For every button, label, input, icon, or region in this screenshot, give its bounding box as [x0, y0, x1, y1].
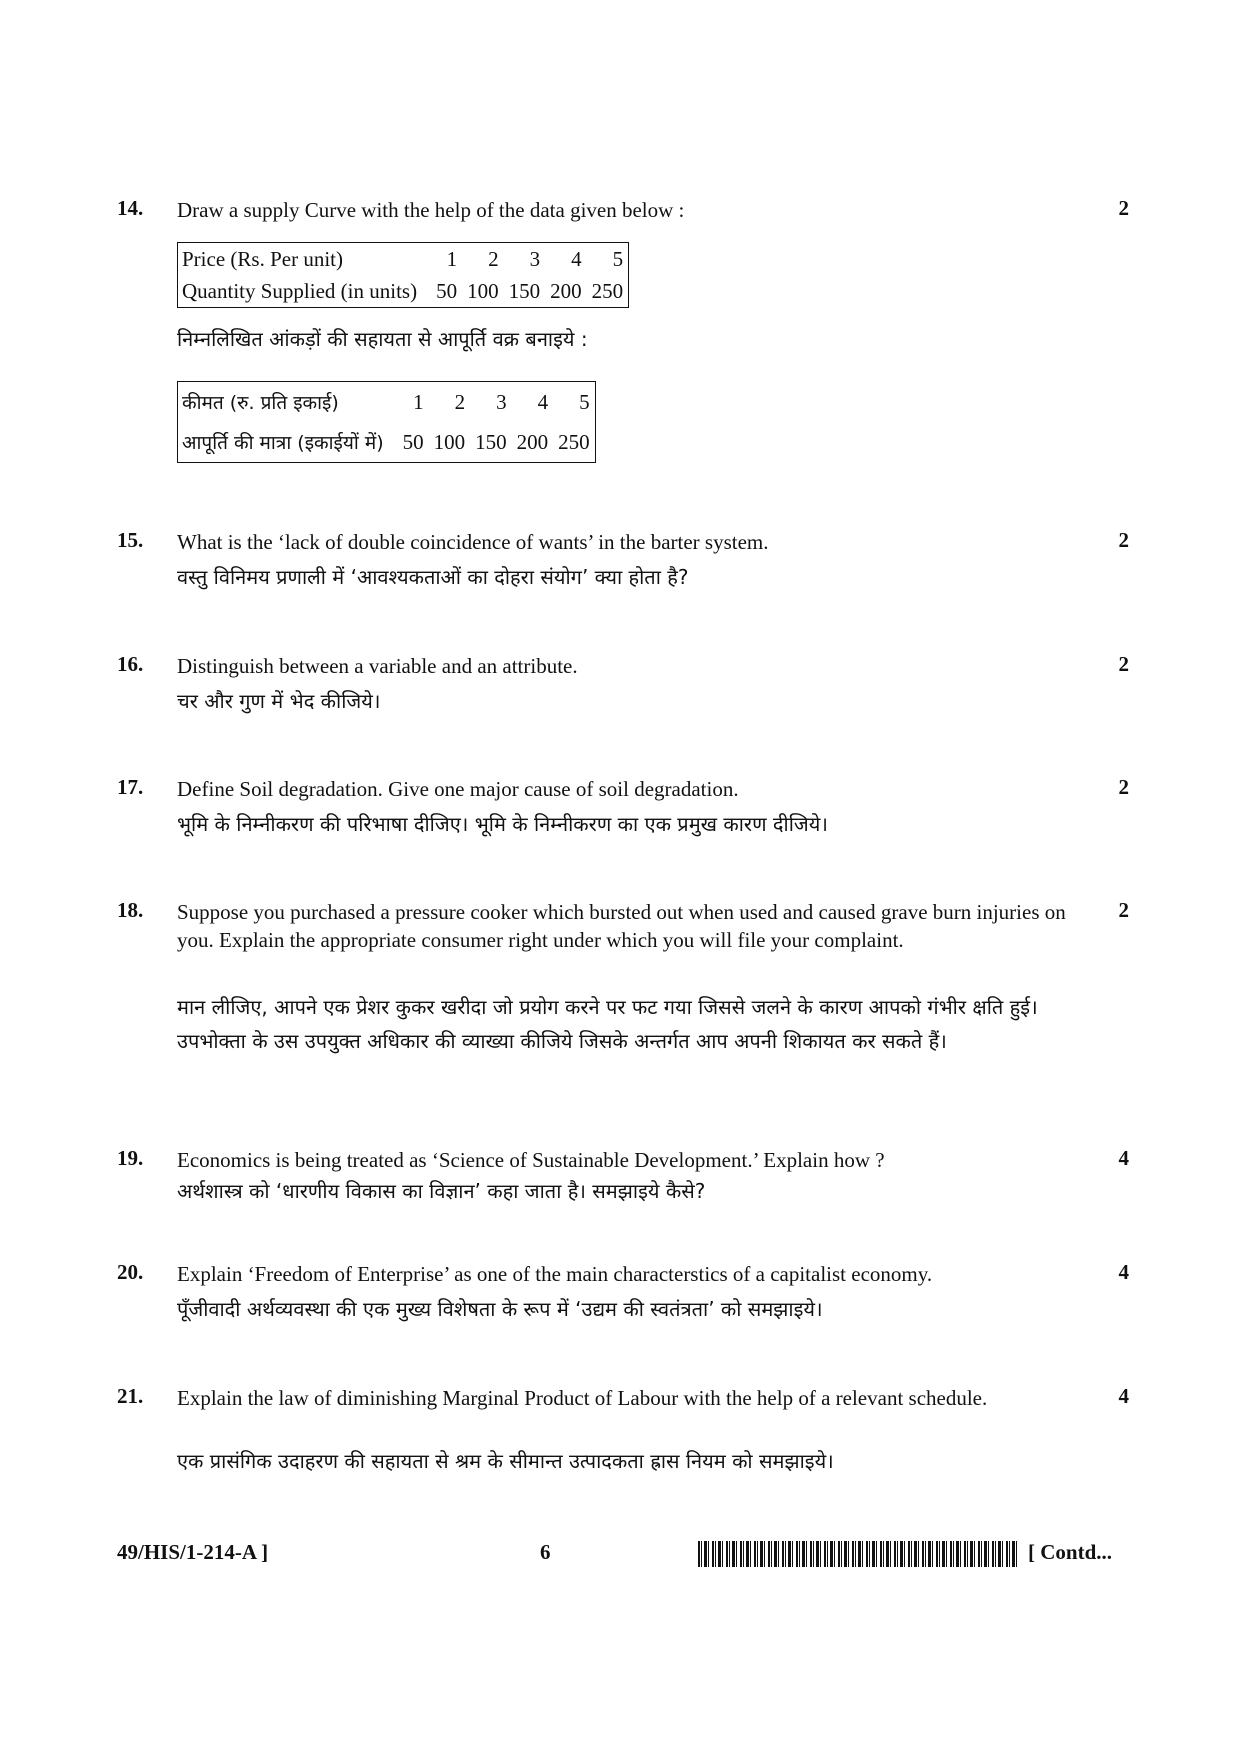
question-21 — [117, 1384, 1129, 1484]
supply-table-en — [177, 242, 629, 308]
question-16 — [117, 652, 1129, 732]
question-marks: 2 — [1118, 528, 1129, 552]
question-14 — [117, 196, 1129, 476]
question-marks: 2 — [1118, 652, 1129, 676]
question-number: 16. — [117, 652, 144, 676]
question-18 — [117, 898, 1129, 1098]
question-marks: 2 — [1118, 898, 1129, 922]
question-text-hi: एक प्रासंगिक उदाहरण की सहायता से श्रम के सीमान्त उत्पादकता ह्रास नियम को समझाइये। — [177, 1449, 834, 1473]
question-number: 17. — [117, 775, 144, 799]
table-cell: 200 — [516, 429, 549, 454]
table-row — [178, 275, 629, 308]
table-cell: 2 — [488, 246, 499, 271]
question-number: 20. — [117, 1260, 144, 1284]
question-text-hi: भूमि के निम्नीकरण की परिभाषा दीजिए। भूमि के निम्नीकरण का एक प्रमुख कारण दीजिये। — [177, 812, 828, 836]
table-cell: 3 — [496, 389, 507, 414]
table-cell: 50 — [402, 429, 424, 454]
question-text-hi: मान लीजिए, आपने एक प्रेशर कुकर खरीदा जो प्रयोग करने पर फट गया जिससे जलने के कारण आपको गंभीर क्षति हुई। उपभोक्ता के उस उपयुक्त अधिकार की व्याख्या कीजिये जिसके अन्तर्गत आप अपनी शिकायत कर सकते हैं। — [177, 995, 1038, 1053]
question-17 — [117, 775, 1129, 855]
question-19 — [117, 1146, 1129, 1226]
table-row — [178, 243, 629, 276]
row-label: कीमत (रु. प्रति इकाई) — [182, 392, 339, 414]
table-row — [178, 422, 596, 463]
table-cell: 5 — [612, 246, 624, 271]
question-number: 15. — [117, 528, 144, 552]
question-text-en: What is the ‘lack of double coincidence of wants’ in the barter system. — [177, 530, 769, 554]
table-cell: 100 — [467, 278, 499, 303]
question-text-en: Economics is being treated as ‘Science of Sustainable Development.’ Explain how ? — [177, 1148, 885, 1172]
table-cell: 150 — [508, 278, 541, 303]
question-number: 21. — [117, 1384, 144, 1408]
question-text-en: Explain the law of diminishing Marginal Product of Labour with the help of a relevant schedule. — [177, 1386, 988, 1410]
question-marks: 4 — [1118, 1260, 1129, 1284]
table-cell: 200 — [550, 278, 582, 303]
question-15 — [117, 528, 1129, 608]
table-cell: 1 — [413, 389, 424, 414]
question-text-en: Suppose you purchased a pressure cooker which bursted out when used and caused grave burn injuries on you. Explain the appropriate consumer right under which you will file your complaint. — [177, 900, 1066, 952]
question-marks: 2 — [1118, 196, 1129, 220]
question-text-hi: चर और गुण में भेद कीजिये। — [177, 689, 381, 713]
contd-label: [ Contd... — [1028, 1540, 1113, 1564]
question-number: 18. — [117, 898, 144, 922]
question-marks: 2 — [1118, 775, 1129, 799]
question-text-en: Explain ‘Freedom of Enterprise’ as one of the main characterstics of a capitalist economy. — [177, 1262, 933, 1286]
table-cell: 2 — [454, 389, 466, 414]
question-number: 14. — [117, 196, 144, 220]
question-marks: 4 — [1118, 1384, 1129, 1408]
table-cell: 250 — [591, 278, 624, 303]
question-text-en: Distinguish between a variable and an attribute. — [177, 654, 578, 678]
paper-code: 49/HIS/1-214-A ] — [117, 1540, 269, 1564]
question-number: 19. — [117, 1146, 144, 1170]
question-20 — [117, 1260, 1129, 1340]
question-text-en: Define Soil degradation. Give one major cause of soil degradation. — [177, 777, 739, 801]
question-text-hi: निम्नलिखित आंकड़ों की सहायता से आपूर्ति वक्र बनाइये : — [177, 327, 588, 351]
row-label: Quantity Supplied (in units) — [182, 278, 418, 303]
question-marks: 4 — [1118, 1146, 1129, 1170]
table-cell: 150 — [475, 429, 507, 454]
table-cell: 3 — [529, 246, 541, 271]
row-label: आपूर्ति की मात्रा (इकाईयों में) — [182, 432, 384, 454]
question-text-hi: अर्थशास्त्र को ‘धारणीय विकास का विज्ञान’ कहा जाता है। समझाइये कैसे? — [177, 1179, 706, 1203]
question-text-en: Draw a supply Curve with the help of the data given below : — [177, 198, 685, 222]
table-cell: 50 — [436, 278, 458, 303]
table-cell: 5 — [579, 389, 590, 414]
table-cell: 100 — [433, 429, 466, 454]
question-text-hi: वस्तु विनिमय प्रणाली में ‘आवश्यकताओं का दोहरा संयोग’ क्या होता है? — [177, 565, 689, 589]
table-cell: 1 — [446, 246, 458, 271]
table-cell: 4 — [571, 246, 582, 271]
page-number: 6 — [540, 1540, 551, 1564]
table-cell: 250 — [558, 429, 590, 454]
row-label: Price (Rs. Per unit) — [182, 246, 343, 271]
question-text-hi: पूँजीवादी अर्थव्यवस्था की एक मुख्य विशेषता के रूप में ‘उद्यम की स्वतंत्रता’ को समझाइये। — [177, 1297, 823, 1321]
barcode — [698, 1541, 1018, 1567]
table-row — [178, 382, 596, 423]
supply-table-hi — [177, 381, 596, 463]
table-cell: 4 — [537, 389, 549, 414]
